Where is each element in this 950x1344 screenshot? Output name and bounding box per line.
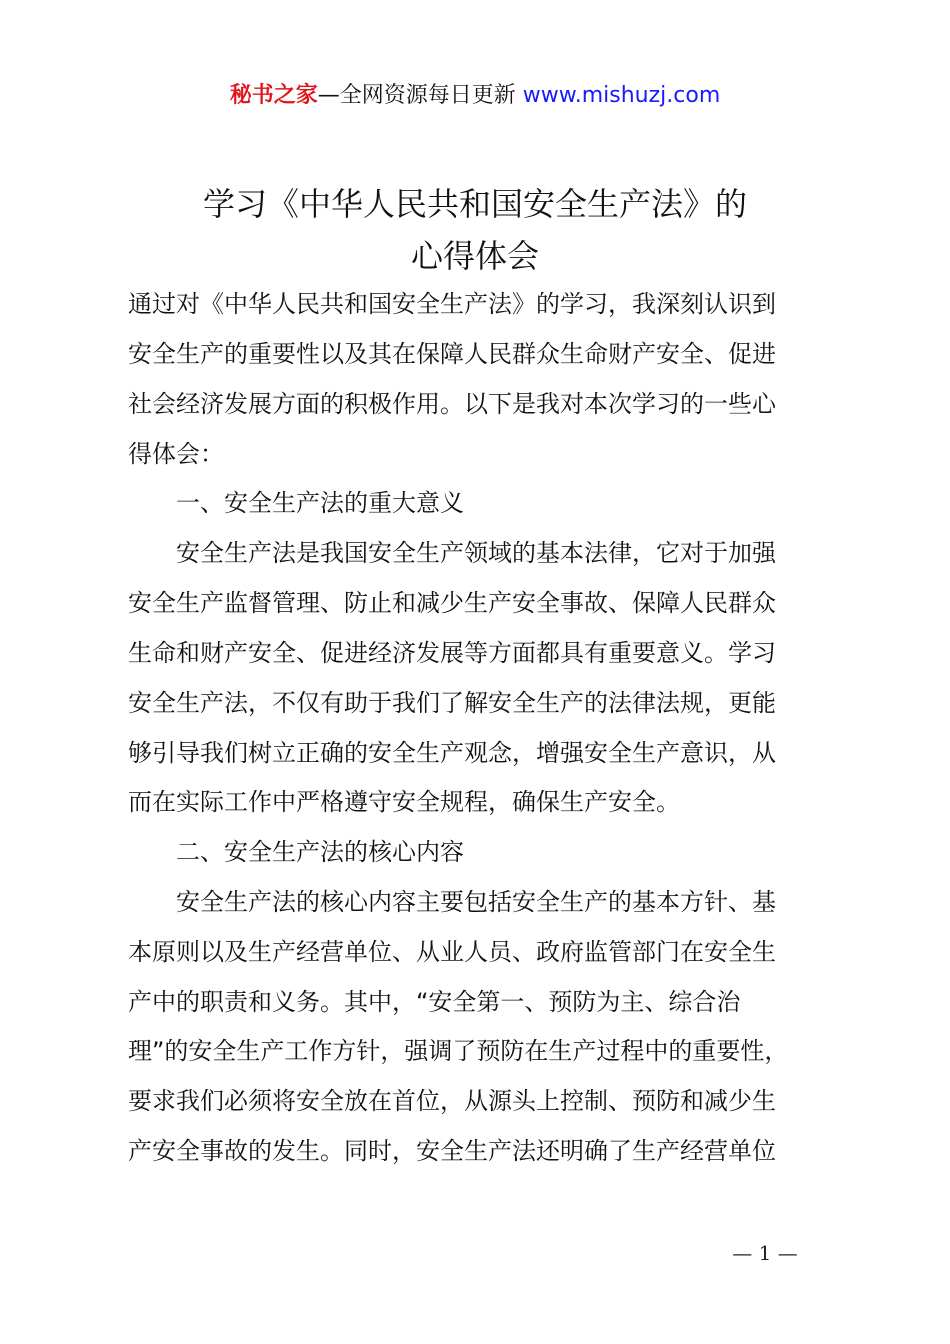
body-text-line: 社会经济发展方面的积极作用。以下是我对本次学习的一些心 <box>128 390 776 418</box>
body-text-line: 要求我们必须将安全放在首位，从源头上控制、预防和减少生 <box>128 1087 776 1115</box>
header-tagline: —全网资源每日更新 <box>317 83 523 108</box>
document-title-line-1: 学习《中华人民共和国安全生产法》的 <box>202 185 747 223</box>
body-text-line: 安全生产的重要性以及其在保障人民群众生命财产安全、促进 <box>128 340 776 368</box>
body-text-line: 安全生产法，不仅有助于我们了解安全生产的法律法规，更能 <box>128 689 776 717</box>
body-text-line: 产中的职责和义务。其中，“安全第一、预防为主、综合治 <box>128 988 741 1016</box>
page-number: — 1 — <box>732 1241 798 1265</box>
site-header <box>0 80 950 112</box>
section-heading: 二、安全生产法的核心内容 <box>128 838 464 866</box>
body-text-line: 本原则以及生产经营单位、从业人员、政府监管部门在安全生 <box>128 938 776 966</box>
document-title-line-2: 心得体会 <box>410 237 539 275</box>
body-text-line: 安全生产法是我国安全生产领域的基本法律，它对于加强 <box>128 539 776 567</box>
body-text-line: 理”的安全生产工作方针，强调了预防在生产过程中的重要性， <box>128 1037 789 1065</box>
body-text-line: 安全生产监督管理、防止和减少生产安全事故、保障人民群众 <box>128 589 776 617</box>
body-text-line: 得体会： <box>128 440 224 468</box>
body-text-line: 而在实际工作中严格遵守安全规程，确保生产安全。 <box>128 788 680 816</box>
body-text-line: 产安全事故的发生。同时，安全生产法还明确了生产经营单位 <box>128 1137 776 1165</box>
site-url[interactable]: www.mishuzj.com <box>522 83 721 108</box>
section-heading: 一、安全生产法的重大意义 <box>128 489 464 517</box>
body-text-line: 够引导我们树立正确的安全生产观念，增强安全生产意识，从 <box>128 739 776 767</box>
brand-name: 秘书之家 <box>229 83 318 108</box>
body-text-line: 安全生产法的核心内容主要包括安全生产的基本方针、基 <box>128 888 776 916</box>
body-text-line: 通过对《中华人民共和国安全生产法》的学习，我深刻认识到 <box>128 290 776 318</box>
body-text-line: 生命和财产安全、促进经济发展等方面都具有重要意义。学习 <box>128 639 776 667</box>
